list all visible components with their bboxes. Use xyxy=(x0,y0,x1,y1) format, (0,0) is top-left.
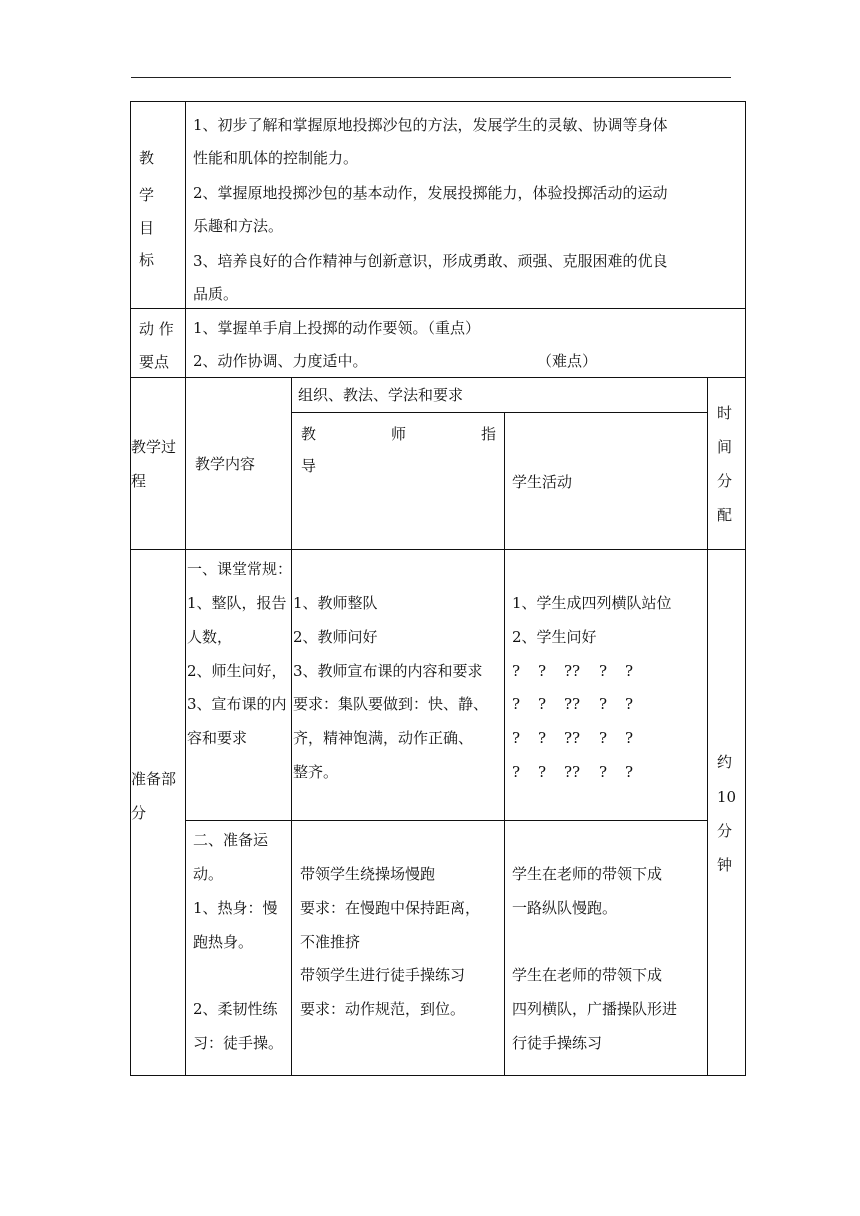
warmup-student-line: 行徒手操练习 xyxy=(512,1034,603,1052)
formation-mark: ?? xyxy=(564,695,581,713)
row-divider-keypoints xyxy=(130,377,746,378)
formation-mark: ? xyxy=(599,695,608,713)
warmup-content-line: 跑热身。 xyxy=(193,933,254,951)
warmup-teacher-line: 带领学生进行徒手操练习 xyxy=(300,966,466,984)
time-header-char: 配 xyxy=(717,506,733,524)
row-divider-header xyxy=(130,549,746,550)
objective-line: 3、培养良好的合作精神与创新意识，形成勇敢、顽强、克服困难的优良 xyxy=(193,252,668,270)
routine-content-line: 人数， xyxy=(187,628,233,646)
warmup-teacher-line: 要求：动作规范，到位。 xyxy=(300,1000,466,1018)
row-divider-objectives xyxy=(130,308,746,309)
process-label-line: 教学过 xyxy=(131,438,177,456)
keypoints-label-line: 动 作 xyxy=(139,320,174,338)
time-column-divider xyxy=(707,377,708,1076)
warmup-student-line: 四列横队，广播操队形进 xyxy=(512,1000,678,1018)
objectives-label-char: 标 xyxy=(139,251,155,269)
formation-mark: ? xyxy=(625,763,634,781)
time-header-char: 间 xyxy=(717,438,733,456)
content-column-header: 教学内容 xyxy=(195,455,256,473)
routine-teacher-line: 整齐。 xyxy=(293,763,339,781)
objective-line: 品质。 xyxy=(193,285,239,303)
objective-line: 1、初步了解和掌握原地投掷沙包的方法，发展学生的灵敏、协调等身体 xyxy=(193,116,668,134)
warmup-teacher-line: 不准推挤 xyxy=(300,933,361,951)
formation-mark: ? xyxy=(625,662,634,680)
routine-student-line: 2、学生问好 xyxy=(512,628,597,646)
formation-mark: ? xyxy=(599,662,608,680)
time-char: 分 xyxy=(717,822,733,840)
teacher-column-header-end: 导 xyxy=(301,457,317,475)
objective-line: 2、掌握原地投掷沙包的基本动作，发展投掷能力，体验投掷活动的运动 xyxy=(193,184,668,202)
difficulty-tag: （难点） xyxy=(537,352,598,370)
warmup-teacher-line: 带领学生绕操场慢跑 xyxy=(300,865,436,883)
methods-header: 组织、教法、学法和要求 xyxy=(298,386,464,404)
content-column-divider xyxy=(291,377,292,1076)
formation-mark: ? xyxy=(538,729,547,747)
table-border-top xyxy=(130,101,746,102)
objectives-label-char: 教 xyxy=(139,149,155,167)
warmup-content-line: 习：徒手操。 xyxy=(193,1034,284,1052)
routine-content-line: 2、师生问好， xyxy=(187,662,287,680)
process-label-line: 程 xyxy=(131,472,147,490)
routine-teacher-line: 2、教师问好 xyxy=(293,628,378,646)
formation-mark: ? xyxy=(625,729,634,747)
page-header-rule xyxy=(131,77,731,78)
routine-teacher-line: 要求：集队要做到：快、静、 xyxy=(293,695,489,713)
keypoints-label-line: 要点 xyxy=(139,353,170,371)
formation-mark: ? xyxy=(538,662,547,680)
warmup-content-line: 二、准备运 xyxy=(193,831,269,849)
routine-content-line: 3、宣布课的内 xyxy=(187,695,287,713)
formation-mark: ? xyxy=(512,763,521,781)
formation-mark: ? xyxy=(625,695,634,713)
time-char: 钟 xyxy=(717,856,733,874)
keypoint-line: 2、动作协调、力度适中。 xyxy=(193,352,368,370)
warmup-content-line: 动。 xyxy=(193,865,224,883)
formation-mark: ?? xyxy=(564,662,581,680)
objective-line: 乐趣和方法。 xyxy=(193,217,284,235)
formation-mark: ? xyxy=(538,695,547,713)
time-char: 10 xyxy=(717,788,737,806)
teacher-header-char: 师 xyxy=(390,425,406,443)
formation-mark: ? xyxy=(512,729,521,747)
warmup-student-line: 学生在老师的带领下成 xyxy=(512,865,663,883)
teacher-header-char: 指 xyxy=(480,425,496,443)
routine-teacher-line: 3、教师宣布课的内容和要求 xyxy=(293,662,483,680)
routine-content-line: 一、课堂常规： xyxy=(187,560,293,578)
formation-mark: ? xyxy=(599,763,608,781)
prep-label-line: 分 xyxy=(131,804,147,822)
routine-content-line: 1、整队，报告 xyxy=(187,594,287,612)
prep-label-line: 准备部 xyxy=(131,770,177,788)
time-char: 约 xyxy=(717,753,733,771)
time-header-char: 分 xyxy=(717,472,733,490)
teacher-header-char: 教 xyxy=(301,425,317,443)
routine-student-line: 1、学生成四列横队站位 xyxy=(512,594,672,612)
formation-mark: ? xyxy=(538,763,547,781)
table-border-bottom xyxy=(130,1075,746,1076)
objective-line: 性能和肌体的控制能力。 xyxy=(193,149,359,167)
label-column-divider xyxy=(185,101,186,1076)
warmup-student-line: 学生在老师的带领下成 xyxy=(512,966,663,984)
keypoint-line: 1、掌握单手肩上投掷的动作要领。（重点） xyxy=(193,319,481,337)
routine-teacher-line: 1、教师整队 xyxy=(293,594,378,612)
warmup-student-line: 一路纵队慢跑。 xyxy=(512,899,618,917)
teacher-column-header xyxy=(301,424,496,444)
row-divider-routine xyxy=(185,820,707,821)
time-header-char: 时 xyxy=(717,404,733,422)
warmup-teacher-line: 要求：在慢跑中保持距离， xyxy=(300,899,481,917)
methods-subheader-divider xyxy=(291,412,707,413)
formation-mark: ?? xyxy=(564,763,581,781)
routine-content-line: 容和要求 xyxy=(187,729,248,747)
formation-mark: ?? xyxy=(564,729,581,747)
objectives-label-char: 学 xyxy=(139,186,155,204)
table-border-right xyxy=(745,101,746,1076)
warmup-content-line: 1、热身：慢 xyxy=(193,899,278,917)
routine-teacher-line: 齐，精神饱满，动作正确、 xyxy=(293,729,474,747)
table-border-left xyxy=(130,101,131,1076)
formation-mark: ? xyxy=(512,662,521,680)
student-column-header: 学生活动 xyxy=(512,473,573,491)
teacher-column-divider xyxy=(504,412,505,1076)
warmup-content-line: 2、柔韧性练 xyxy=(193,1000,278,1018)
objectives-label-char: 目 xyxy=(139,219,155,237)
formation-mark: ? xyxy=(599,729,608,747)
formation-mark: ? xyxy=(512,695,521,713)
